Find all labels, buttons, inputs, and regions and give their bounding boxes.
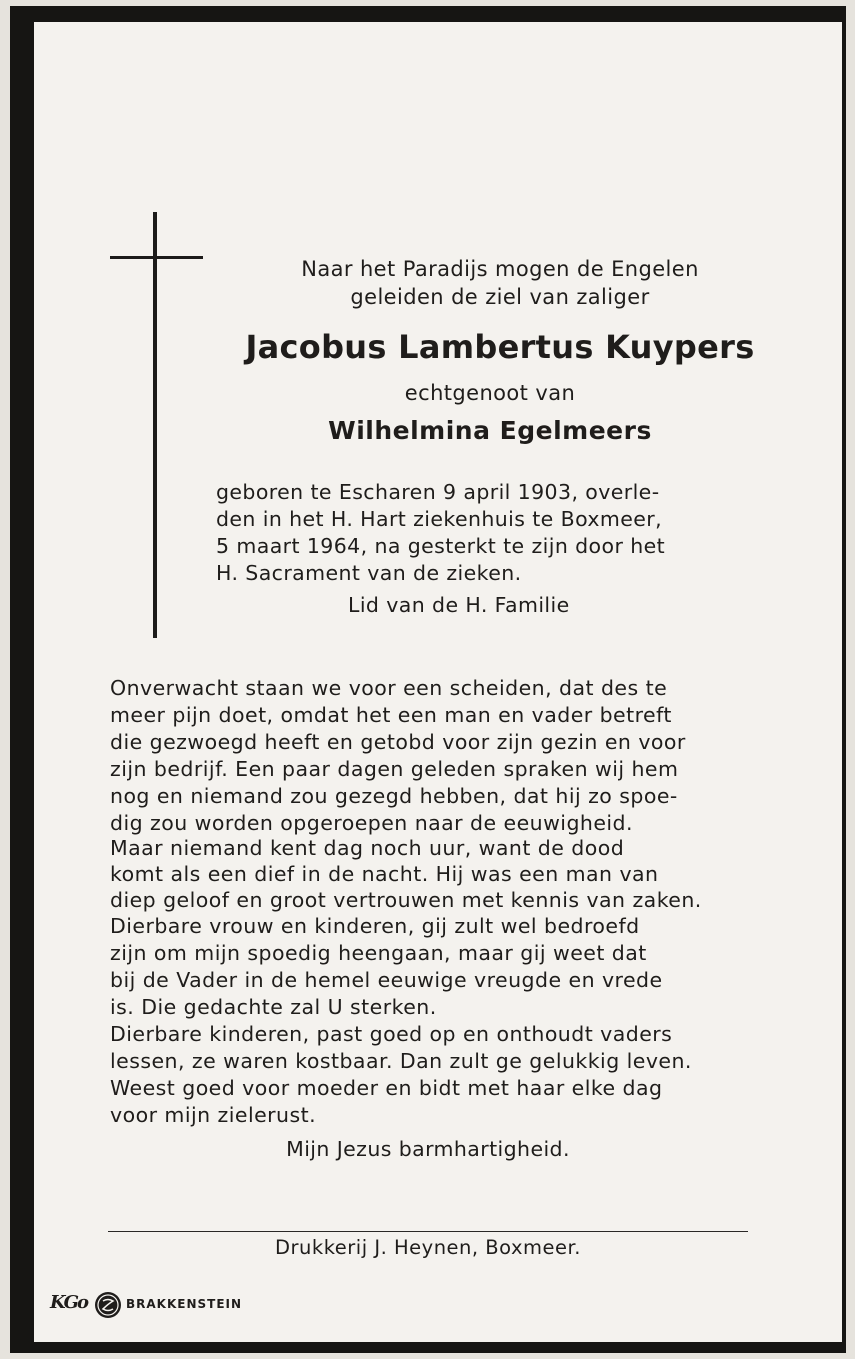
body-line: bij de Vader in de hemel eeuwige vreugde en vrede	[110, 968, 663, 992]
bio-line: geboren te Escharen 9 april 1903, overle-	[216, 480, 660, 504]
brakkenstein-seal-icon	[94, 1291, 122, 1319]
body-line: Weest goed voor moeder en bidt met haar elke dag	[110, 1076, 663, 1100]
body-line: lessen, ze waren kostbaar. Dan zult ge gelukkig leven.	[110, 1049, 692, 1073]
body-line: die gezwoegd heeft en getobd voor zijn gezin en voor	[110, 730, 686, 754]
closing-prayer: Mijn Jezus barmhartigheid.	[286, 1137, 570, 1161]
body-line: komt als een dief in de nacht. Hij was een man van	[110, 862, 659, 886]
intro-line-2: geleiden de ziel van zaliger	[350, 285, 650, 309]
membership: Lid van de H. Familie	[348, 593, 570, 617]
body-line: is. Die gedachte zal U sterken.	[110, 995, 437, 1019]
printer-credit: Drukkerij J. Heynen, Boxmeer.	[275, 1236, 581, 1259]
cross-icon-bar	[110, 256, 203, 259]
cross-icon	[153, 212, 157, 638]
bio-line: H. Sacrament van de zieken.	[216, 561, 522, 585]
bio-line: 5 maart 1964, na gesterkt te zijn door het	[216, 534, 666, 558]
printer-monogram-logo: KGo	[50, 1292, 88, 1313]
body-line: diep geloof en groot vertrouwen met kennis van zaken.	[110, 888, 702, 912]
body-line: dig zou worden opgeroepen naar de eeuwigheid.	[110, 811, 633, 835]
body-line: voor mijn zielerust.	[110, 1103, 317, 1127]
body-line: Onverwacht staan we voor een scheiden, dat des te	[110, 676, 668, 700]
spouse-name: Wilhelmina Egelmeers	[328, 416, 652, 445]
bio-line: den in het H. Hart ziekenhuis te Boxmeer,	[216, 507, 663, 531]
spouse-label: echtgenoot van	[404, 381, 576, 405]
divider	[108, 1231, 748, 1232]
body-line: meer pijn doet, omdat het een man en vader betreft	[110, 703, 672, 727]
body-line: Maar niemand kent dag noch uur, want de dood	[110, 836, 625, 860]
body-line: Dierbare vrouw en kinderen, gij zult wel bedroefd	[110, 914, 640, 938]
intro-line-1: Naar het Paradijs mogen de Engelen	[301, 257, 699, 281]
body-line: zijn bedrijf. Een paar dagen geleden spraken wij hem	[110, 757, 679, 781]
body-line: zijn om mijn spoedig heengaan, maar gij weet dat	[110, 941, 647, 965]
body-line: Dierbare kinderen, past goed op en onthoudt vaders	[110, 1022, 673, 1046]
deceased-name: Jacobus Lambertus Kuypers	[245, 328, 755, 366]
body-line: nog en niemand zou gezegd hebben, dat hij zo spoe-	[110, 784, 678, 808]
brakkenstein-logo-text: BRAKKENSTEIN	[126, 1297, 243, 1311]
